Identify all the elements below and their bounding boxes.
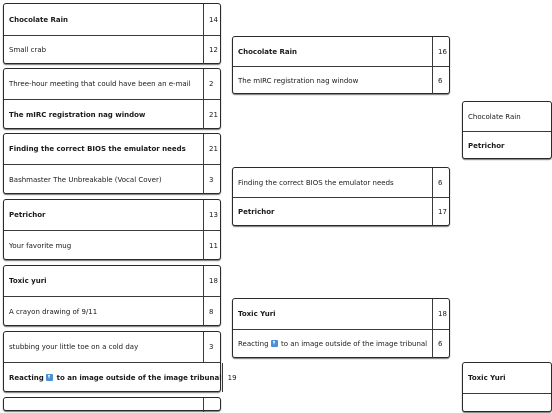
entry-name: Chocolate Rain [468, 112, 521, 121]
down-arrow-emoji-icon [46, 374, 53, 381]
matchup-entry[interactable] [233, 299, 449, 329]
vote-count: 12 [203, 36, 220, 64]
entry-name: Chocolate Rain [238, 47, 298, 56]
matchup-card-6 [3, 331, 237, 392]
matchup-card-8 [232, 36, 450, 94]
entry-name: Finding the correct BIOS the emulator needs [9, 145, 186, 153]
entry-name: Finding the correct BIOS the emulator needs [238, 178, 394, 187]
vote-count: 2 [203, 69, 220, 99]
matchup-entry[interactable] [233, 168, 449, 197]
matchup-entry[interactable] [4, 99, 220, 129]
entry-name: Three-hour meeting that could have been an e-mail [9, 80, 191, 88]
vote-count: 3 [203, 165, 220, 194]
matchup-entry[interactable] [4, 332, 220, 362]
matchup-entry[interactable] [233, 197, 449, 226]
matchup-entry[interactable] [463, 363, 551, 393]
matchup-card-7-partial [3, 397, 221, 411]
vote-count: 16 [432, 37, 449, 66]
matchup-entry[interactable] [4, 164, 220, 194]
matchup-entry[interactable] [4, 35, 220, 64]
matchup-entry[interactable] [4, 266, 220, 296]
vote-count: 13 [203, 200, 220, 230]
vote-count: 8 [203, 297, 220, 326]
entry-name: Toxic yuri [9, 277, 47, 285]
matchup-card-11 [462, 101, 552, 159]
vote-count: 3 [203, 332, 220, 362]
matchup-card-4 [3, 199, 221, 260]
vote-count: 6 [432, 67, 449, 94]
entry-name: The mIRC registration nag window [238, 76, 359, 85]
entry-name: Petrichor [238, 208, 275, 216]
matchup-entry[interactable] [4, 134, 220, 164]
entry-name: Toxic Yuri [468, 374, 506, 382]
matchup-entry[interactable] [463, 131, 551, 159]
vote-count: 11 [203, 231, 220, 260]
vote-count: 18 [203, 266, 220, 296]
entry-name: stubbing your little toe on a cold day [9, 343, 139, 351]
matchup-entry[interactable] [233, 329, 449, 358]
vote-count: 17 [432, 198, 449, 226]
entry-name: Small crab [9, 46, 47, 54]
matchup-entry[interactable] [4, 69, 220, 99]
entry-name: Bashmaster The Unbreakable (Vocal Cover) [9, 175, 162, 184]
entry-name: Reacting to an image outside of the image tribunal [238, 340, 428, 348]
matchup-card-5 [3, 265, 221, 326]
entry-name: Chocolate Rain [9, 15, 69, 24]
entry-name: Petrichor [468, 141, 505, 150]
matchup-card-3 [3, 133, 221, 194]
matchup-entry[interactable] [233, 66, 449, 94]
vote-count: 14 [203, 4, 220, 35]
entry-name: The mIRC registration nag window [9, 110, 146, 119]
vote-count: 6 [432, 168, 449, 197]
vote-count: 6 [432, 330, 449, 358]
matchup-card-1 [3, 3, 221, 64]
down-arrow-emoji-icon [271, 340, 278, 347]
vote-count [203, 398, 220, 412]
entry-name: A crayon drawing of 9/11 [9, 307, 98, 316]
vote-count: 21 [203, 100, 220, 129]
matchup-entry[interactable] [463, 393, 551, 413]
entry-name: Your favorite mug [9, 241, 72, 250]
matchup-card-2 [3, 68, 221, 129]
entry-name: Petrichor [9, 211, 46, 219]
matchup-card-12-partial [462, 362, 552, 412]
matchup-entry[interactable] [4, 398, 220, 412]
matchup-card-10 [232, 298, 450, 358]
matchup-entry[interactable] [4, 200, 220, 230]
vote-count: 18 [432, 299, 449, 329]
entry-name: Toxic Yuri [238, 310, 276, 318]
vote-count: 21 [203, 134, 220, 164]
matchup-entry[interactable] [233, 37, 449, 66]
matchup-entry[interactable] [463, 102, 551, 131]
vote-count: 19 [222, 363, 237, 392]
matchup-entry[interactable] [4, 362, 237, 392]
entry-name: Reacting to an image outside of the image tribunal [9, 373, 222, 382]
matchup-entry[interactable] [4, 4, 220, 35]
matchup-entry[interactable] [4, 296, 220, 326]
matchup-entry[interactable] [4, 230, 220, 260]
matchup-card-9 [232, 167, 450, 226]
